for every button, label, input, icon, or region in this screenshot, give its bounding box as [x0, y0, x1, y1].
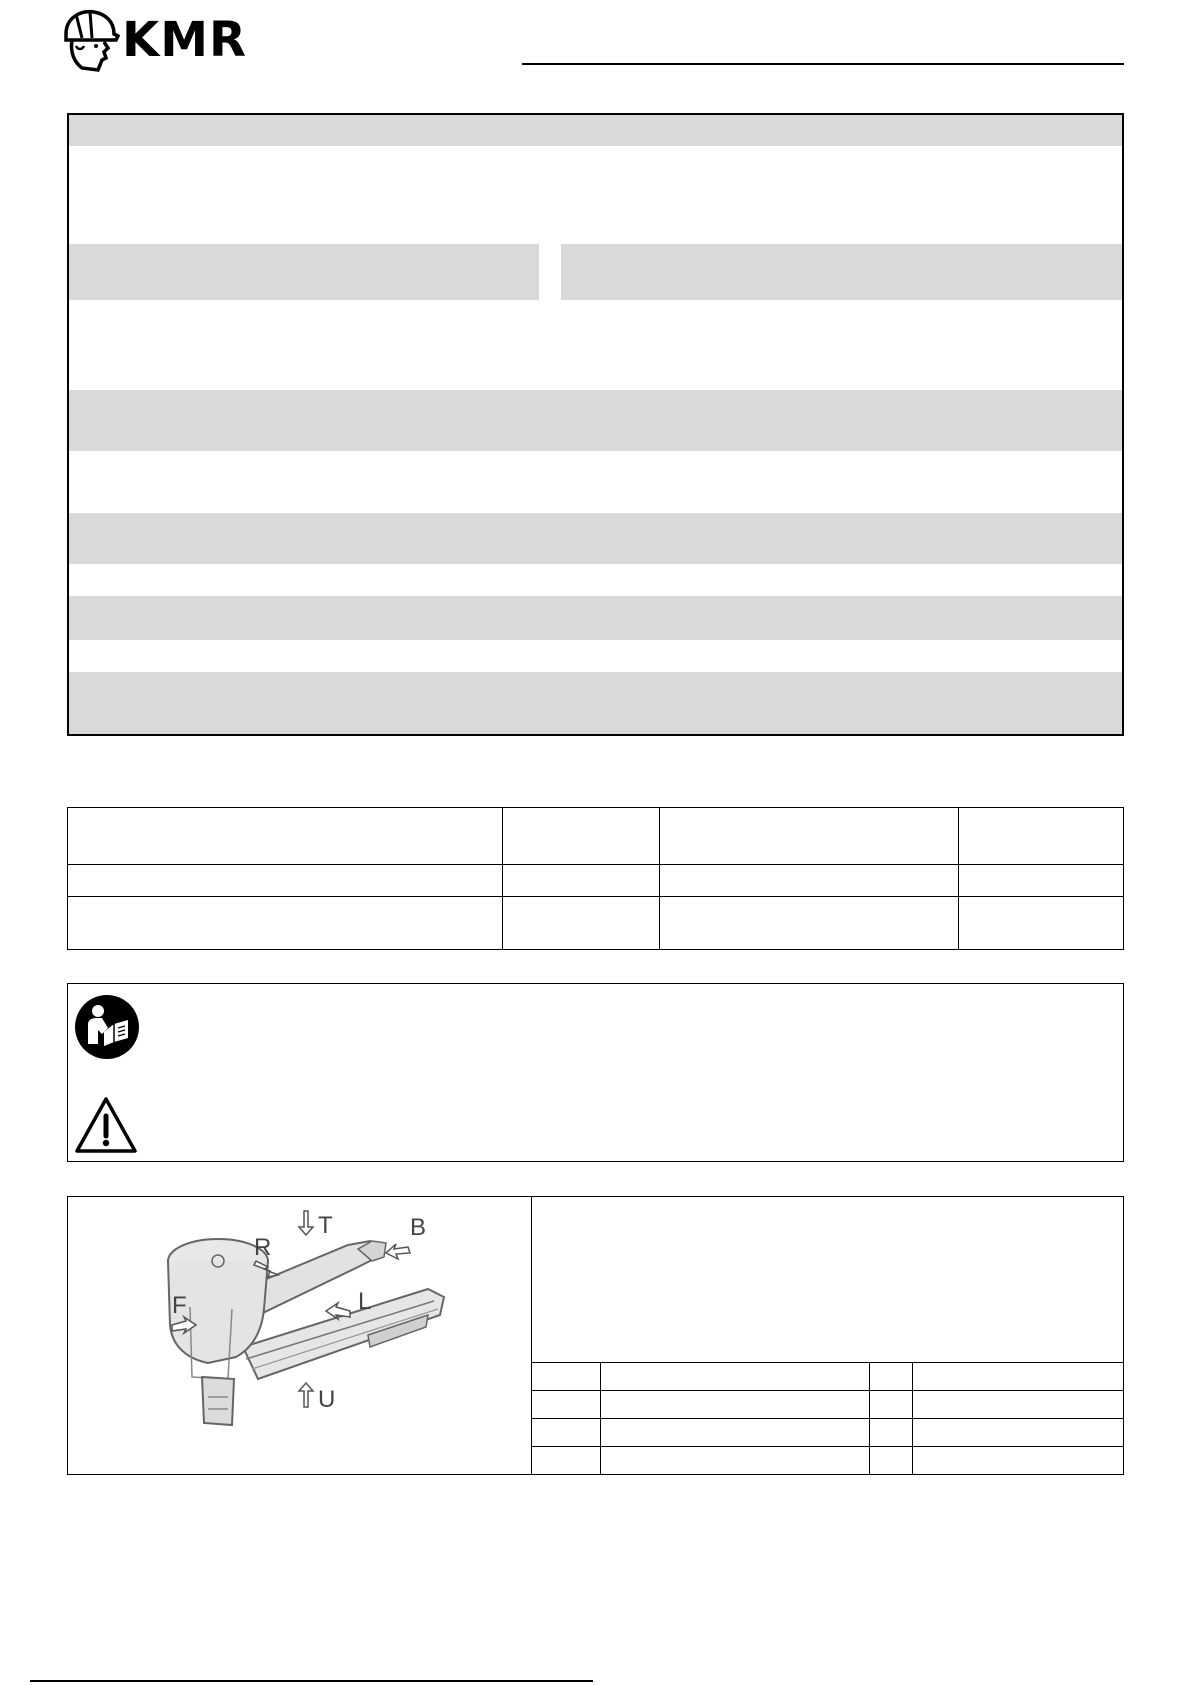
info-band-6 — [69, 672, 1122, 734]
info-band-2-left — [69, 244, 539, 300]
direction-label-right: R — [254, 1234, 272, 1261]
info-band-5 — [69, 596, 1122, 640]
info-band-4 — [69, 513, 1122, 564]
safety-notice-box — [67, 983, 1124, 1162]
kmr-logo — [58, 8, 258, 72]
spec-row-divider — [68, 864, 1123, 865]
direction-label-back: B — [410, 1214, 427, 1241]
spec-col-divider — [958, 808, 959, 949]
header-rule — [522, 63, 1124, 65]
direction-col-divider — [912, 1362, 913, 1474]
logo-text: KMR — [122, 12, 247, 68]
spec-row-divider — [68, 896, 1123, 897]
direction-label-top: T — [318, 1212, 333, 1239]
direction-label-left: L — [358, 1288, 372, 1315]
direction-table — [532, 1362, 1124, 1474]
direction-label-under: U — [318, 1386, 336, 1413]
direction-col-divider — [600, 1362, 601, 1474]
spec-table — [67, 807, 1124, 950]
direction-label-front: F — [172, 1292, 187, 1319]
tool-orientation-box — [67, 1196, 1124, 1475]
direction-row-divider — [532, 1418, 1124, 1419]
info-band-3 — [69, 390, 1122, 451]
direction-col-divider — [869, 1362, 870, 1474]
product-info-box — [67, 113, 1124, 736]
nailer-illustration — [68, 1197, 532, 1474]
spec-col-divider — [502, 808, 503, 949]
worker-helmet-logo-icon — [58, 8, 120, 72]
info-band-1 — [69, 115, 1122, 146]
direction-row-divider — [532, 1446, 1124, 1447]
warning-icon — [74, 1096, 138, 1154]
footer-rule — [30, 1680, 593, 1682]
info-band-2-right — [561, 244, 1122, 300]
nailer-drawing — [68, 1197, 532, 1474]
direction-row-divider — [532, 1390, 1124, 1391]
read-manual-icon — [74, 994, 140, 1060]
direction-row-divider — [532, 1362, 1124, 1363]
spec-col-divider — [659, 808, 660, 949]
